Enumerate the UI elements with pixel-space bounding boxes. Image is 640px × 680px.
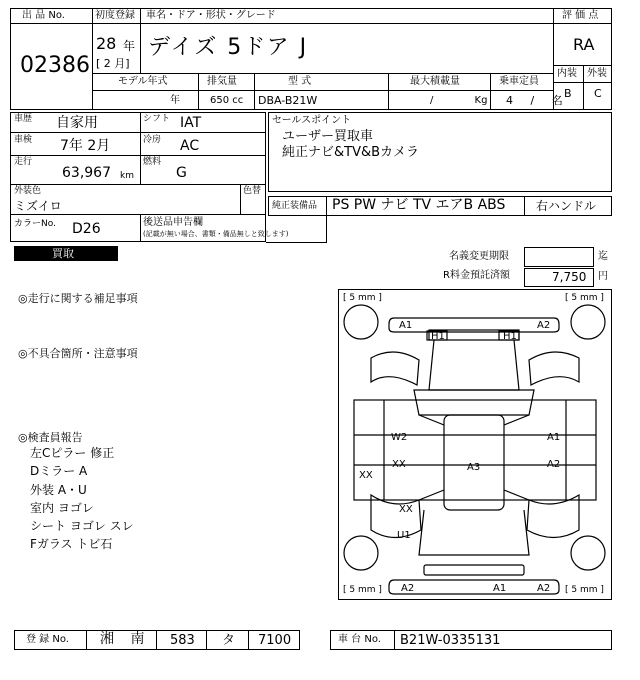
post-doc-label: 後送品申告欄 <box>143 217 203 228</box>
interior-label: 内装 <box>557 68 577 79</box>
recycle-unit: 円 <box>598 271 608 282</box>
front-left-tire-icon <box>344 305 378 339</box>
registration-class: 583 <box>170 633 195 648</box>
rear-left-tire-depth: [ 5 mm ] <box>343 585 382 595</box>
mark-rear-a1: A1 <box>493 583 507 594</box>
mark-rear-a2: A2 <box>401 583 415 594</box>
registration-kana: タ <box>222 633 236 648</box>
color-no-value: D26 <box>72 221 101 237</box>
front-right-tire-icon <box>571 305 605 339</box>
inspector-line: 外装 A・U <box>30 483 87 497</box>
chassis-label: 車 台 No. <box>338 634 381 645</box>
max-load-label: 最大積載量 <box>410 76 460 87</box>
capacity-label: 乗車定員 <box>499 76 539 87</box>
mileage-unit: km <box>120 171 134 181</box>
deadline-label: 名義変更期限 <box>449 251 509 262</box>
inspector-line: Dミラー A <box>30 464 88 478</box>
model-year-label: モデル年式 <box>118 76 168 87</box>
first-reg-month: [ 2 月] <box>96 57 130 70</box>
mark-xx-top: XX <box>392 459 406 470</box>
inspector-report-label: ◎検査員報告 <box>18 431 83 444</box>
rear-right-tire-depth: [ 5 mm ] <box>565 585 604 595</box>
model-year-unit: 年 <box>170 95 180 106</box>
mark-h1-right: H1 <box>503 331 517 342</box>
sales-point-line: ユーザー買取車 <box>282 129 374 144</box>
car-diagram-svg <box>339 290 611 599</box>
color-value: ミズイロ <box>14 199 62 213</box>
sales-point-title: セールスポイント <box>272 115 352 126</box>
exterior-grade: C <box>594 87 602 100</box>
rear-left-tire-icon <box>344 536 378 570</box>
mark-w2: W2 <box>391 432 408 443</box>
car-diagram <box>338 289 612 600</box>
displacement: 650 cc <box>210 95 244 106</box>
fuel-label: 燃料 <box>143 157 162 167</box>
first-reg-label: 初度登録 <box>95 10 135 21</box>
color-label: 外装色 <box>14 186 42 196</box>
fuel-value: G <box>176 165 187 181</box>
registration-area: 湘 南 <box>100 631 151 647</box>
equipment-items: PS PW ナビ TV エアB ABS <box>332 197 506 213</box>
ac-value: AC <box>180 138 200 154</box>
max-load: / Kg <box>430 95 488 106</box>
mark-front-a2: A2 <box>537 320 551 331</box>
car-name-label: 車名・ドア・形状・グレード <box>146 10 276 21</box>
recycle-label: R料金預託済額 <box>443 270 510 281</box>
buy-label-bar <box>14 246 118 261</box>
car-name: デイズ 5ドア J <box>148 35 309 60</box>
overall-grade: RA <box>573 35 595 54</box>
inspector-line: 左Cピラー 修正 <box>30 446 115 460</box>
post-doc-note: (記載が無い場合、書類・備品無しと致します) <box>143 230 289 238</box>
chassis-number: B21W-0335131 <box>400 633 501 648</box>
deadline-unit: 迄 <box>598 251 608 262</box>
inspection-value: 7年 2月 <box>60 138 111 154</box>
model-type: DBA-B21W <box>258 94 318 107</box>
type-label: 型 式 <box>288 76 312 87</box>
mark-a3: A3 <box>467 462 481 473</box>
shift-value: IAT <box>180 115 202 131</box>
displacement-label: 排気量 <box>207 76 237 87</box>
exterior-label: 外装 <box>587 68 607 79</box>
color-no-label: カラーNo. <box>14 219 56 229</box>
inspection-label: 車検 <box>14 135 33 145</box>
sales-point-line: 純正ナビ&TV&Bカメラ <box>282 145 420 160</box>
history-label: 車歴 <box>14 114 33 124</box>
buy-label: 買取 <box>52 247 74 260</box>
recycle-amount: 7,750 <box>552 270 587 284</box>
inspector-line: シート ヨゴレ スレ <box>30 519 134 533</box>
equipment-label: 純正装備品 <box>272 201 318 211</box>
mark-xx-bottom: XX <box>399 504 413 515</box>
color-change-label: 色替 <box>243 186 262 196</box>
rear-right-tire-icon <box>571 536 605 570</box>
defects-notes-label: ◎不具合箇所・注意事項 <box>18 347 138 360</box>
registration-number: 7100 <box>258 633 292 648</box>
front-right-tire-depth: [ 5 mm ] <box>565 293 604 303</box>
grade-label: 評 価 点 <box>562 10 599 21</box>
front-left-tire-depth: [ 5 mm ] <box>343 293 382 303</box>
driving-notes-label: ◎走行に関する補足事項 <box>18 292 138 305</box>
mark-a1-right: A1 <box>547 432 561 443</box>
mark-u1: U1 <box>397 530 411 541</box>
ac-label: 冷房 <box>143 135 162 145</box>
first-reg-year: 28 <box>96 34 117 53</box>
registration-label: 登 録 No. <box>26 634 69 645</box>
mark-xx-left: XX <box>359 470 373 481</box>
mileage-label: 走行 <box>14 157 33 167</box>
mileage-value: 63,967 <box>62 165 111 181</box>
mark-a2-right: A2 <box>547 459 561 470</box>
mark-rear-a2b: A2 <box>537 583 551 594</box>
lot-label: 出 品 No. <box>22 10 65 21</box>
year-unit: 年 <box>123 39 136 53</box>
interior-grade: B <box>564 87 572 100</box>
mark-h1-left: H1 <box>431 331 445 342</box>
inspector-line: Fガラス トビ石 <box>30 537 113 551</box>
deadline-field <box>524 247 594 267</box>
inspector-line: 室内 ヨゴレ <box>30 501 94 515</box>
steering-side: 右ハンドル <box>536 199 597 213</box>
capacity: 4 / 名 <box>506 94 563 107</box>
lot-number: 02386 <box>20 53 90 78</box>
shift-label: シフト <box>143 114 171 124</box>
history-value: 自家用 <box>56 115 98 131</box>
mark-front-a1: A1 <box>399 320 413 331</box>
